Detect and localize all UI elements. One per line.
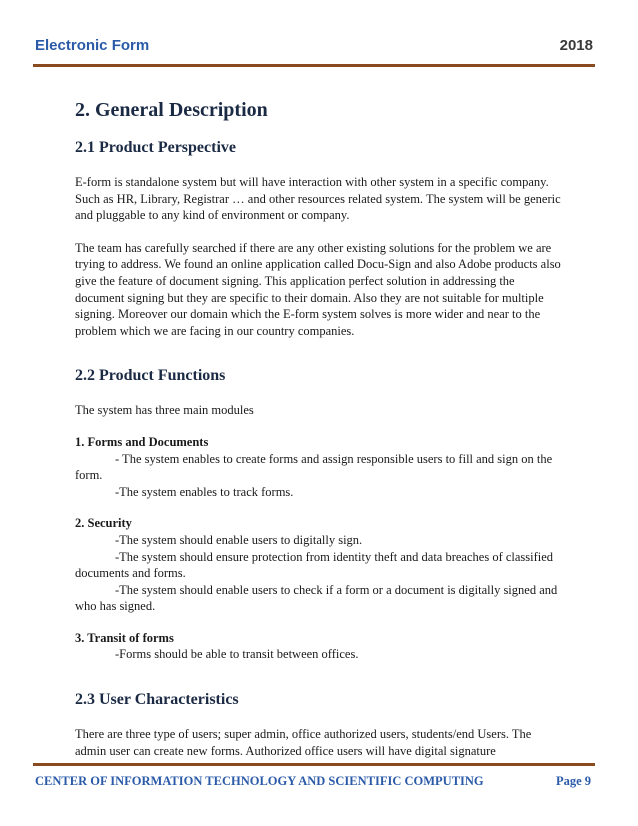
module-title: 3. Transit of forms [75, 630, 174, 645]
module-line: -The system enables to track forms. [115, 484, 294, 499]
module-line: -The system should ensure protection from identity theft and data breaches of classified documents and forms. [75, 549, 554, 581]
header-year: 2018 [559, 37, 593, 54]
page-footer [33, 763, 595, 800]
module-transit [75, 630, 565, 663]
module-line: - The system enables to create forms and assign responsible users to fill and sign on the form. [75, 451, 553, 483]
module-line: -The system should enable users to check if a form or a document is digitally signed and who has signed. [75, 582, 558, 614]
module-line: -Forms should be able to transit between offices. [115, 647, 359, 662]
module-title: 1. Forms and Documents [75, 434, 209, 449]
footer-organization: CENTER OF INFORMATION TECHNOLOGY AND SCIENTIFIC COMPUTING [35, 774, 484, 788]
perspective-paragraph-1: E-form is standalone system but will have interaction with other system in a specific company. Such as HR, Library, Registrar … and other resources related system. The system will be generic and pluggable to any kind of environment or company. [75, 175, 561, 223]
module-security [75, 515, 565, 615]
section-heading: 2. General Description [75, 99, 268, 121]
page-body [75, 97, 565, 759]
module-title: 2. Security [75, 516, 132, 531]
page-header [33, 30, 595, 67]
subsection-heading-perspective: 2.1 Product Perspective [75, 139, 236, 156]
module-line: -The system should enable users to digitally sign. [115, 532, 363, 547]
users-paragraph: There are three type of users; super admin, office authorized users, students/end Users. The admin user can create new forms. Authorized office users will have digital signature [75, 727, 532, 758]
header-title: Electronic Form [35, 37, 150, 54]
functions-intro: The system has three main modules [75, 403, 254, 418]
subsection-heading-users: 2.3 User Characteristics [75, 691, 239, 709]
page-number: Page 9 [555, 774, 591, 788]
subsection-heading-functions: 2.2 Product Functions [75, 367, 226, 385]
module-forms-documents [75, 434, 565, 500]
perspective-paragraph-2: The team has carefully searched if there are any other existing solutions for the problem we are trying to address. We found an online application called Docu-Sign and also Adobe products also give the feature of document signing. This application perfect solution in addressing the document signing but they are specific to their domain. Also they are not suitable for multiple signing. Moreover our domain which the E-form system solves is more wider and near to the problem which we are facing in our country companies. [75, 240, 561, 338]
